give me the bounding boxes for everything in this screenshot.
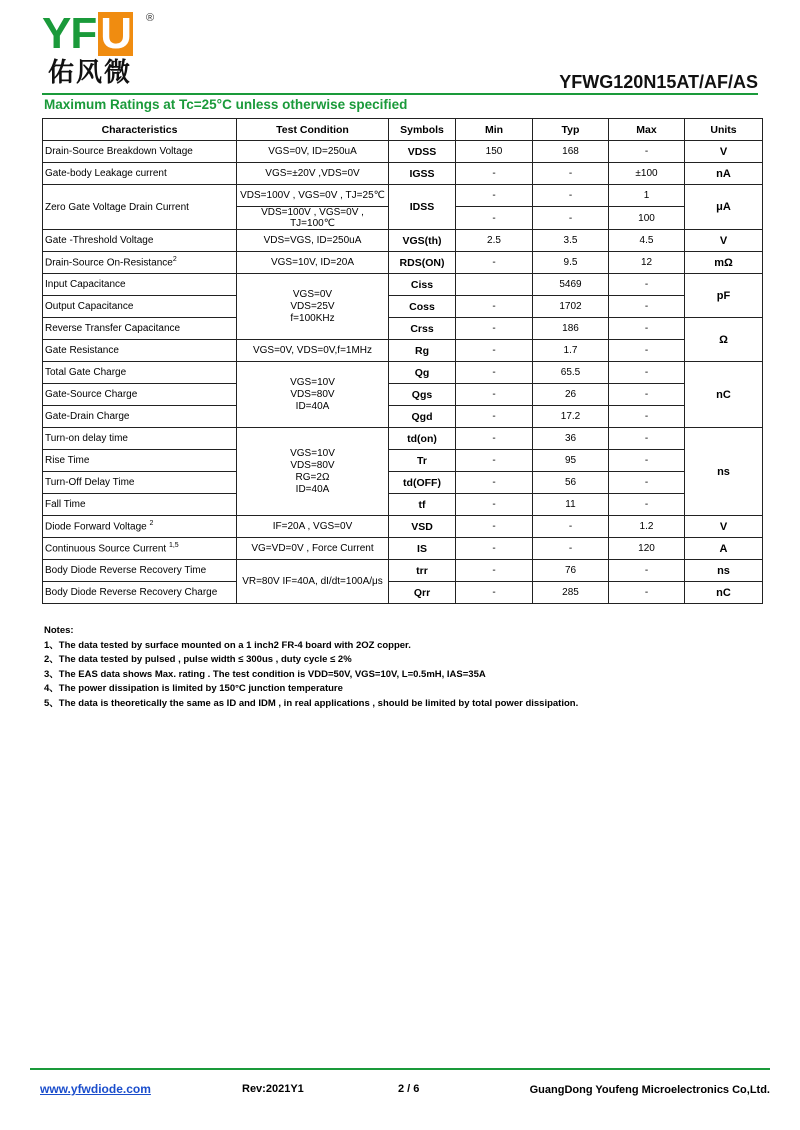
- company-name: GuangDong Youfeng Microelectronics Co,Ltd.: [529, 1084, 770, 1096]
- row-min: 150: [456, 141, 533, 163]
- row-name: Body Diode Reverse Recovery Charge: [43, 582, 237, 604]
- row-min: [456, 274, 533, 296]
- row-symbol: RDS(ON): [389, 252, 456, 274]
- row-min: -: [456, 163, 533, 185]
- row-unit: ns: [685, 428, 763, 516]
- notes-section: [44, 624, 578, 711]
- note-3: 3、The EAS data shows Max. rating . The test condition is VDD=50V, VGS=10V, L=0.5mH, IAS=35A: [44, 668, 486, 680]
- row-max: -: [609, 296, 685, 318]
- row-name: Fall Time: [43, 494, 237, 516]
- row-unit: pF: [685, 274, 763, 318]
- row-symbol: Ciss: [389, 274, 456, 296]
- note-ref: 2: [172, 256, 177, 264]
- part-number: YFWG120N15AT/AF/AS: [559, 72, 758, 92]
- row-max: 120: [609, 538, 685, 560]
- row-max: -: [609, 406, 685, 428]
- table-row: [43, 252, 763, 274]
- row-symbol: IDSS: [389, 185, 456, 230]
- row-typ: 76: [533, 560, 609, 582]
- row-unit: V: [685, 516, 763, 538]
- row-min: 2.5: [456, 230, 533, 252]
- cond-line: f=100KHz: [290, 312, 335, 324]
- row-min: -: [456, 252, 533, 274]
- row-typ: 1.7: [533, 340, 609, 362]
- row-name: Drain-Source Breakdown Voltage: [43, 141, 237, 163]
- row-typ: 3.5: [533, 230, 609, 252]
- note-4: 4、The power dissipation is limited by 150°C junction temperature: [44, 683, 343, 694]
- row-condition: VDS=VGS, ID=250uA: [237, 230, 389, 252]
- row-max: 1.2: [609, 516, 685, 538]
- row-typ: -: [533, 163, 609, 185]
- col-min: Min: [456, 119, 533, 141]
- row-unit: nA: [685, 163, 763, 185]
- row-typ: 56: [533, 472, 609, 494]
- table-row: [43, 318, 763, 340]
- row-name-text: Continuous Source Current: [45, 543, 167, 555]
- cond-line: VGS=10V: [290, 447, 335, 459]
- table-row: [43, 494, 763, 516]
- row-max: -: [609, 362, 685, 384]
- row-symbol: Coss: [389, 296, 456, 318]
- row-typ: -: [533, 207, 609, 230]
- row-unit: nC: [685, 362, 763, 428]
- row-name: Gate-body Leakage current: [43, 163, 237, 185]
- logo-latin: YFU: [42, 9, 132, 58]
- row-unit: V: [685, 230, 763, 252]
- cond-line: VGS=0V: [292, 288, 333, 300]
- table-header-row: [43, 119, 763, 141]
- row-max: ±100: [609, 163, 685, 185]
- table-row: [43, 560, 763, 582]
- table-row: [43, 406, 763, 428]
- row-min: -: [456, 318, 533, 340]
- row-min: -: [456, 516, 533, 538]
- row-name: Turn-Off Delay Time: [43, 472, 237, 494]
- table-row: [43, 384, 763, 406]
- row-name: Body Diode Reverse Recovery Time: [43, 560, 237, 582]
- row-max: -: [609, 274, 685, 296]
- row-typ: -: [533, 185, 609, 207]
- row-name: Input Capacitance: [43, 274, 237, 296]
- table-row: [43, 472, 763, 494]
- row-min: -: [456, 406, 533, 428]
- col-units: Units: [685, 119, 763, 141]
- row-min: -: [456, 472, 533, 494]
- note-ref: 2: [149, 520, 154, 528]
- row-typ: 5469: [533, 274, 609, 296]
- row-min: -: [456, 450, 533, 472]
- note-2: 2、The data tested by pulsed , pulse width ≤ 300us , duty cycle ≤ 2%: [44, 654, 352, 665]
- cond-line: VDS=80V: [290, 388, 335, 400]
- row-typ: 17.2: [533, 406, 609, 428]
- note-5: 5、The data is theoretically the same as ID and IDM , in real applications , should be limited by total power dissipation.: [44, 697, 579, 709]
- row-max: 12: [609, 252, 685, 274]
- row-max: -: [609, 340, 685, 362]
- row-typ: 186: [533, 318, 609, 340]
- row-symbol: VGS(th): [389, 230, 456, 252]
- row-min: -: [456, 340, 533, 362]
- table-row: [43, 185, 763, 207]
- row-condition: VDS=100V , VGS=0V , TJ=100℃: [237, 207, 389, 230]
- row-max: -: [609, 318, 685, 340]
- table-row: [43, 296, 763, 318]
- row-unit: mΩ: [685, 252, 763, 274]
- row-name-text: Drain-Source On-Resistance: [45, 257, 173, 269]
- row-symbol: Rg: [389, 340, 456, 362]
- col-typ: Typ: [533, 119, 609, 141]
- row-max: -: [609, 141, 685, 163]
- row-symbol: Qgd: [389, 406, 456, 428]
- row-unit: V: [685, 141, 763, 163]
- row-name-text: Diode Forward Voltage: [45, 521, 147, 533]
- row-name: Turn-on delay time: [43, 428, 237, 450]
- row-typ: 26: [533, 384, 609, 406]
- row-name: Gate-Drain Charge: [43, 406, 237, 428]
- col-max: Max: [609, 119, 685, 141]
- row-max: -: [609, 494, 685, 516]
- row-max: -: [609, 428, 685, 450]
- row-min: -: [456, 296, 533, 318]
- row-name: Output Capacitance: [43, 296, 237, 318]
- row-name: Total Gate Charge: [43, 362, 237, 384]
- cond-line: ID=40A: [295, 400, 330, 412]
- row-max: 1: [609, 185, 685, 207]
- col-symbols: Symbols: [389, 119, 456, 141]
- cond-line: VGS=10V: [290, 376, 335, 388]
- row-max: -: [609, 472, 685, 494]
- row-name: Zero Gate Voltage Drain Current: [43, 185, 237, 230]
- row-min: -: [456, 582, 533, 604]
- row-name: Reverse Transfer Capacitance: [43, 318, 237, 340]
- col-test-condition: Test Condition: [237, 119, 389, 141]
- row-max: -: [609, 582, 685, 604]
- logo-chinese: 佑风微: [48, 58, 133, 88]
- row-max: -: [609, 560, 685, 582]
- row-min: -: [456, 494, 533, 516]
- row-min: -: [456, 560, 533, 582]
- row-name: [43, 516, 237, 538]
- row-symbol: Qg: [389, 362, 456, 384]
- row-symbol: tf: [389, 494, 456, 516]
- row-min: -: [456, 185, 533, 207]
- row-condition: IF=20A , VGS=0V: [237, 516, 389, 538]
- table-row: [43, 428, 763, 450]
- header-rule: [42, 93, 758, 95]
- switching-condition: [237, 428, 389, 516]
- row-symbol: Qgs: [389, 384, 456, 406]
- row-min: -: [456, 362, 533, 384]
- row-min: -: [456, 428, 533, 450]
- row-typ: 168: [533, 141, 609, 163]
- charge-condition: [237, 362, 389, 428]
- table-row: [43, 450, 763, 472]
- note-1: 1、The data tested by surface mounted on a 1 inch2 FR-4 board with 2OZ copper.: [44, 639, 411, 651]
- revision: Rev:2021Y1: [242, 1083, 304, 1095]
- cond-line: VDS=25V: [290, 300, 335, 312]
- row-symbol: Qrr: [389, 582, 456, 604]
- row-name: Rise Time: [43, 450, 237, 472]
- table-row: [43, 340, 763, 362]
- ratings-table: [42, 118, 763, 604]
- page-number: 2 / 6: [398, 1083, 420, 1095]
- company-logo: [42, 9, 182, 92]
- row-symbol: Tr: [389, 450, 456, 472]
- row-typ: 285: [533, 582, 609, 604]
- table-row: [43, 362, 763, 384]
- table-row: [43, 141, 763, 163]
- row-max: 4.5: [609, 230, 685, 252]
- row-typ: 9.5: [533, 252, 609, 274]
- row-symbol: trr: [389, 560, 456, 582]
- notes-title: Notes:: [44, 625, 74, 636]
- row-condition: VGS=±20V ,VDS=0V: [237, 163, 389, 185]
- row-symbol: td(OFF): [389, 472, 456, 494]
- row-typ: -: [533, 538, 609, 560]
- row-unit: Ω: [685, 318, 763, 362]
- row-unit: nC: [685, 582, 763, 604]
- section-title: Maximum Ratings at Tc=25°C unless otherwise specified: [44, 97, 408, 112]
- note-ref: 1,5: [168, 542, 179, 550]
- row-symbol: Crss: [389, 318, 456, 340]
- table-row: [43, 163, 763, 185]
- row-condition: VGS=0V, ID=250uA: [237, 141, 389, 163]
- row-typ: 11: [533, 494, 609, 516]
- row-min: -: [456, 538, 533, 560]
- cond-line: VDS=80V: [290, 459, 335, 471]
- row-unit: ns: [685, 560, 763, 582]
- cap-condition: [237, 274, 389, 340]
- row-min: -: [456, 207, 533, 230]
- recovery-condition: VR=80V IF=40A, dI/dt=100A/μs: [237, 560, 389, 604]
- row-max: -: [609, 450, 685, 472]
- website-link[interactable]: www.yfwdiode.com: [40, 1082, 151, 1096]
- row-unit: μA: [685, 185, 763, 230]
- cond-line: ID=40A: [295, 483, 330, 495]
- table-row: [43, 230, 763, 252]
- row-max: -: [609, 384, 685, 406]
- table-row: [43, 538, 763, 560]
- row-condition: VGS=10V, ID=20A: [237, 252, 389, 274]
- table-row: [43, 516, 763, 538]
- row-symbol: IGSS: [389, 163, 456, 185]
- table-row: [43, 582, 763, 604]
- row-symbol: VDSS: [389, 141, 456, 163]
- row-condition: VG=VD=0V , Force Current: [237, 538, 389, 560]
- row-name: Gate Resistance: [43, 340, 237, 362]
- row-symbol: VSD: [389, 516, 456, 538]
- row-typ: 36: [533, 428, 609, 450]
- row-name: Gate -Threshold Voltage: [43, 230, 237, 252]
- row-symbol: IS: [389, 538, 456, 560]
- registered-mark: ®: [146, 12, 155, 24]
- row-name: Gate-Source Charge: [43, 384, 237, 406]
- row-typ: -: [533, 516, 609, 538]
- table-row: [43, 274, 763, 296]
- cond-line: RG=2Ω: [295, 471, 330, 483]
- row-condition: VDS=100V , VGS=0V , TJ=25℃: [237, 185, 389, 207]
- row-name: [43, 538, 237, 560]
- row-min: -: [456, 384, 533, 406]
- row-condition: VGS=0V, VDS=0V,f=1MHz: [237, 340, 389, 362]
- row-name: [43, 252, 237, 274]
- footer-rule: [30, 1068, 770, 1070]
- row-typ: 1702: [533, 296, 609, 318]
- col-characteristics: Characteristics: [43, 119, 237, 141]
- row-typ: 95: [533, 450, 609, 472]
- row-unit: A: [685, 538, 763, 560]
- row-typ: 65.5: [533, 362, 609, 384]
- row-max: 100: [609, 207, 685, 230]
- row-symbol: td(on): [389, 428, 456, 450]
